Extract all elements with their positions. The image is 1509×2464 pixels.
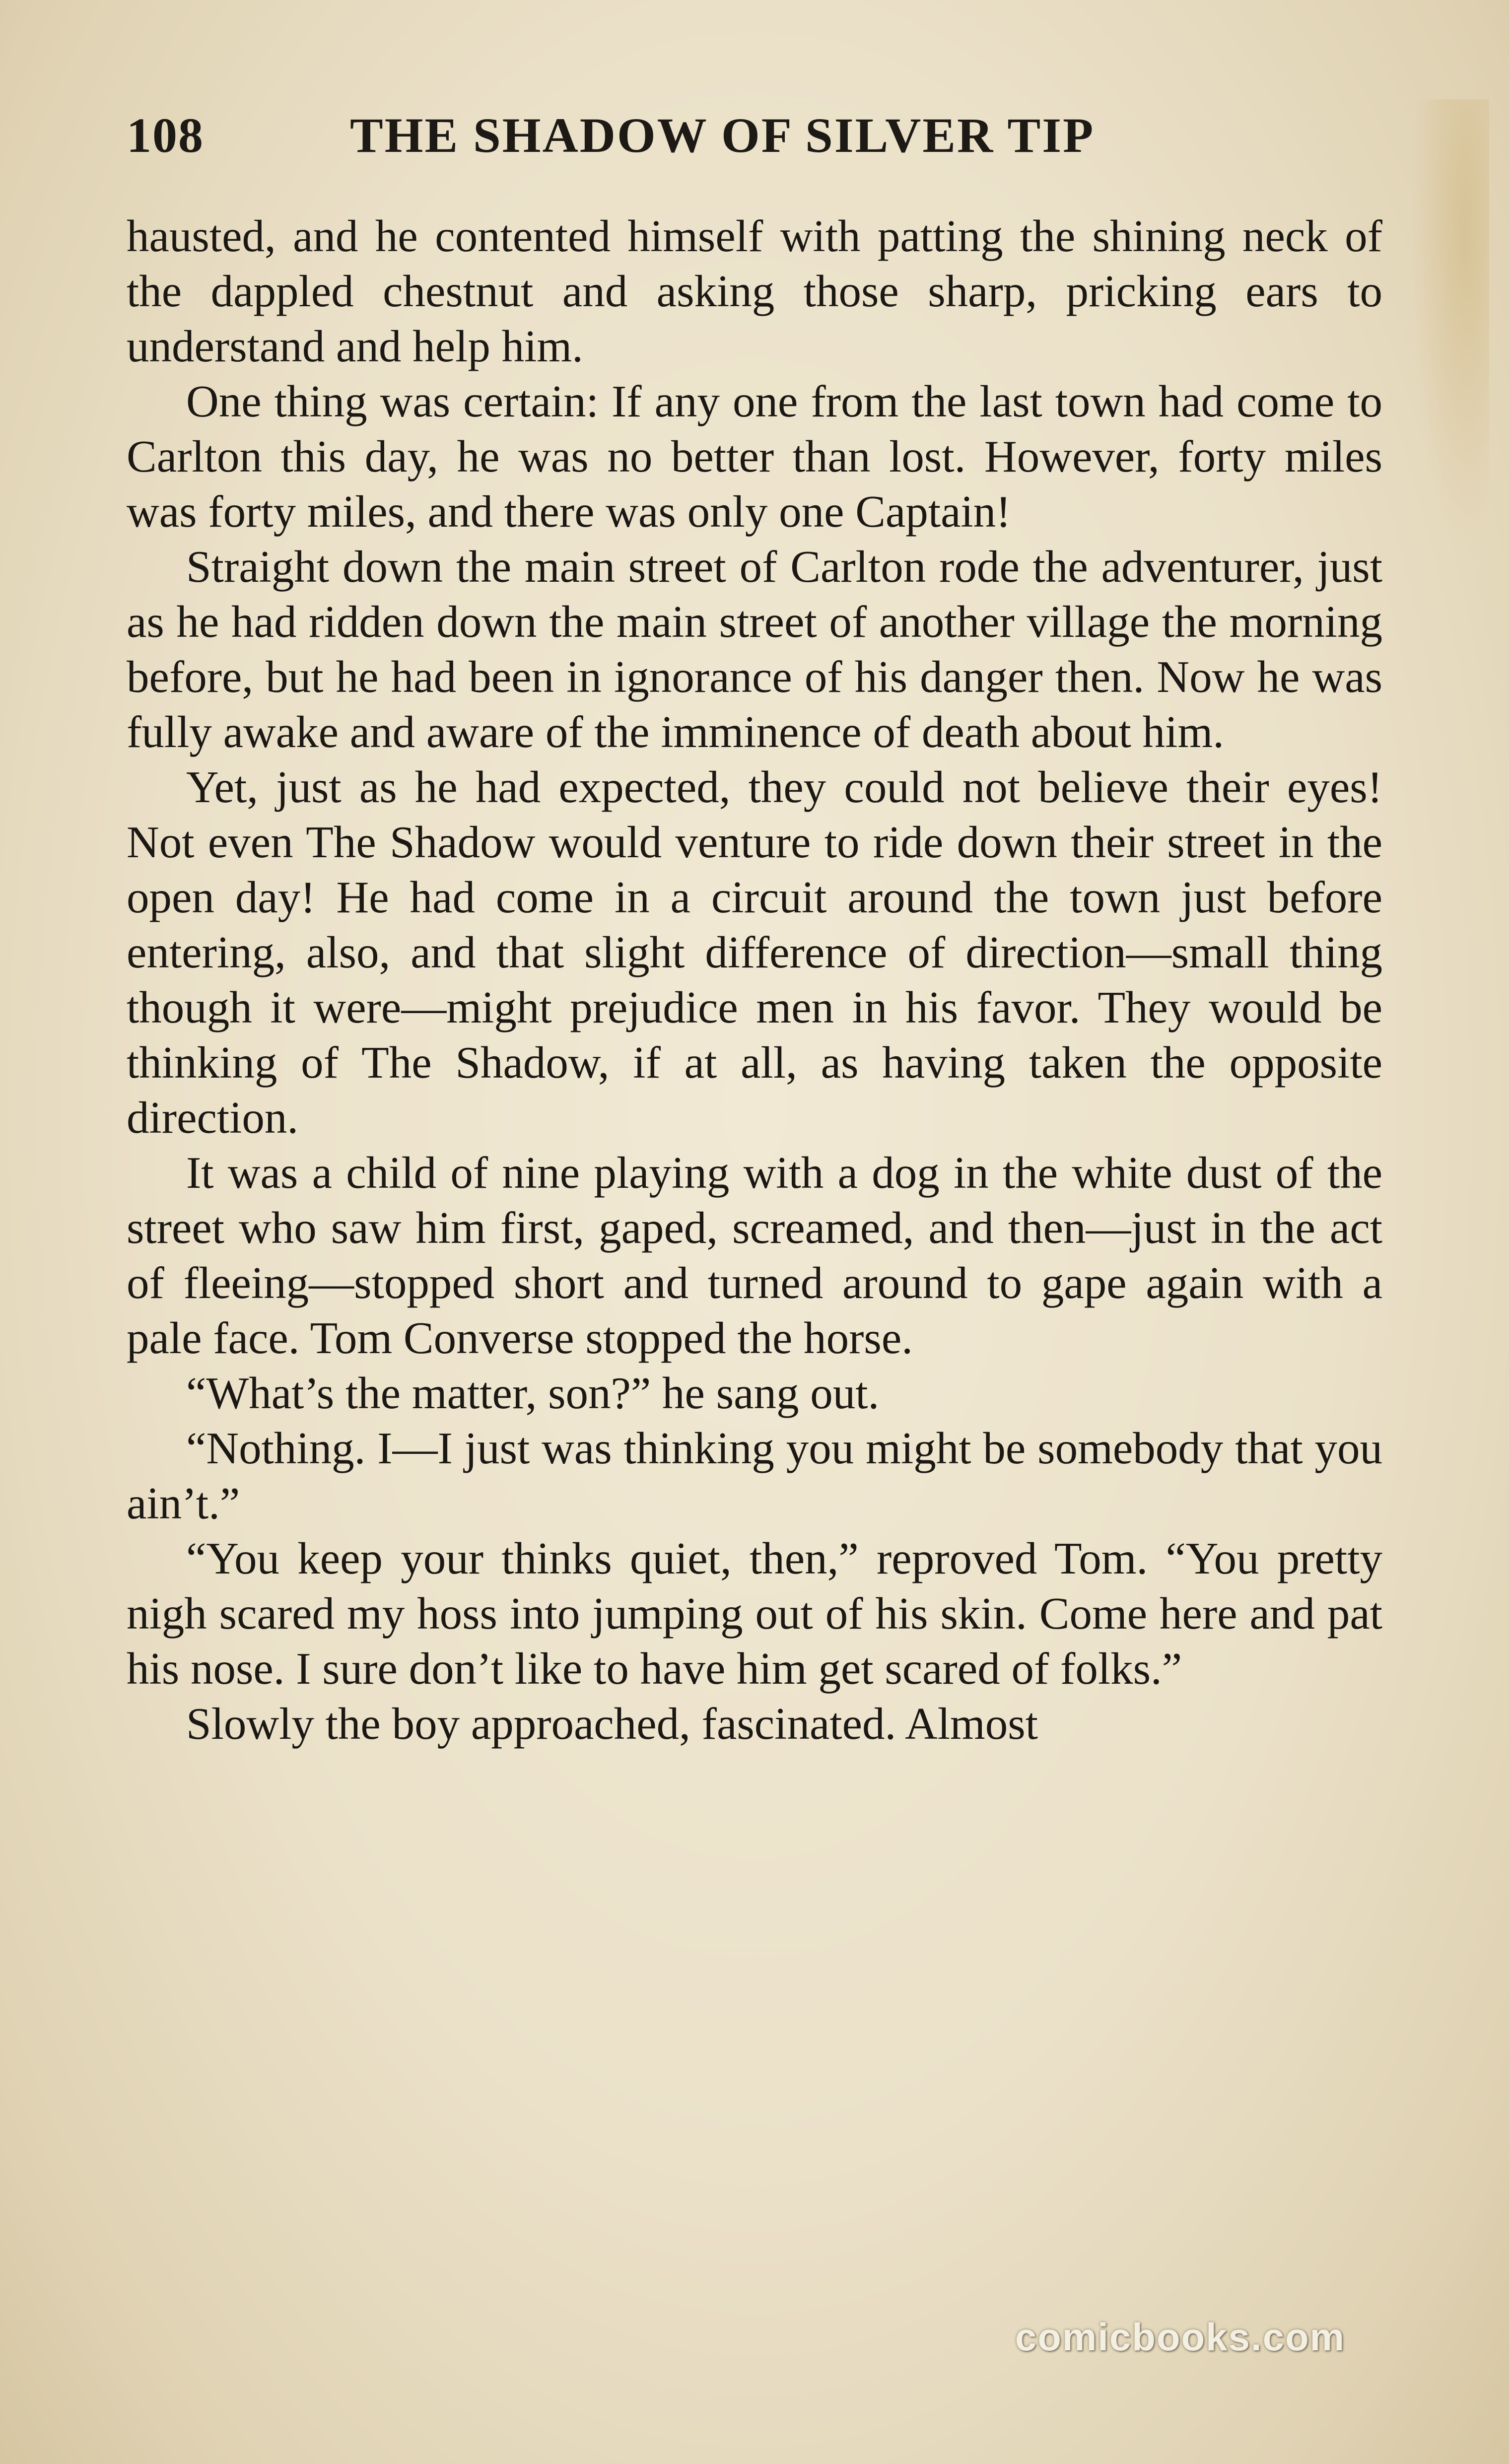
paragraph: It was a child of nine playing with a dog in the white dust of the street who saw him first, gaped, screamed, and then—just in the act of fleeing—stopped short and turned around to gape again with a pale face. Tom Converse stopped the horse.	[127, 1148, 1382, 1363]
running-title: THE SHADOW OF SILVER TIP	[350, 108, 1095, 163]
paragraph: Yet, just as he had expected, they could not believe their eyes! Not even The Shadow would venture to ride down their street in the open day! He had come in a circuit around the town just before entering, also, and that slight difference of direction—small thing though it were—might prejudice men in his favor. They would be thinking of The Shadow, if at all, as having taken the opposite direction.	[127, 762, 1382, 1143]
paragraph: Straight down the main street of Carlton rode the adventurer, just as he had ridden down the main street of another village the morning before, but he had been in ignorance of his danger then. Now he was fully awake and aware of the imminence of death about him.	[127, 542, 1382, 757]
page-number: 108	[127, 108, 204, 163]
body-text	[127, 208, 1382, 1751]
paragraph: “You keep your thinks quiet, then,” reproved Tom. “You pretty nigh scared my hoss into jumping out of his skin. Come here and pat his nose. I sure don’t like to have him get scared of folks.”	[127, 1533, 1382, 1694]
watermark-text: comicbooks.com	[1015, 2315, 1345, 2359]
page-stain	[1410, 99, 1489, 546]
paragraph: hausted, and he contented himself with patting the shining neck of the dappled chestnut and asking those sharp, pricking ears to understand and help him.	[127, 211, 1382, 371]
paragraph: “What’s the matter, son?” he sang out.	[186, 1368, 880, 1418]
paragraph: One thing was certain: If any one from the last town had come to Carlton this day, he was no better than lost. However, forty miles was forty miles, and there was only one Captain!	[127, 376, 1382, 537]
paragraph: “Nothing. I—I just was thinking you might be somebody that you ain’t.”	[127, 1423, 1382, 1528]
page-header	[127, 107, 1382, 176]
paragraph: Slowly the boy approached, fascinated. Almost	[186, 1699, 1038, 1749]
